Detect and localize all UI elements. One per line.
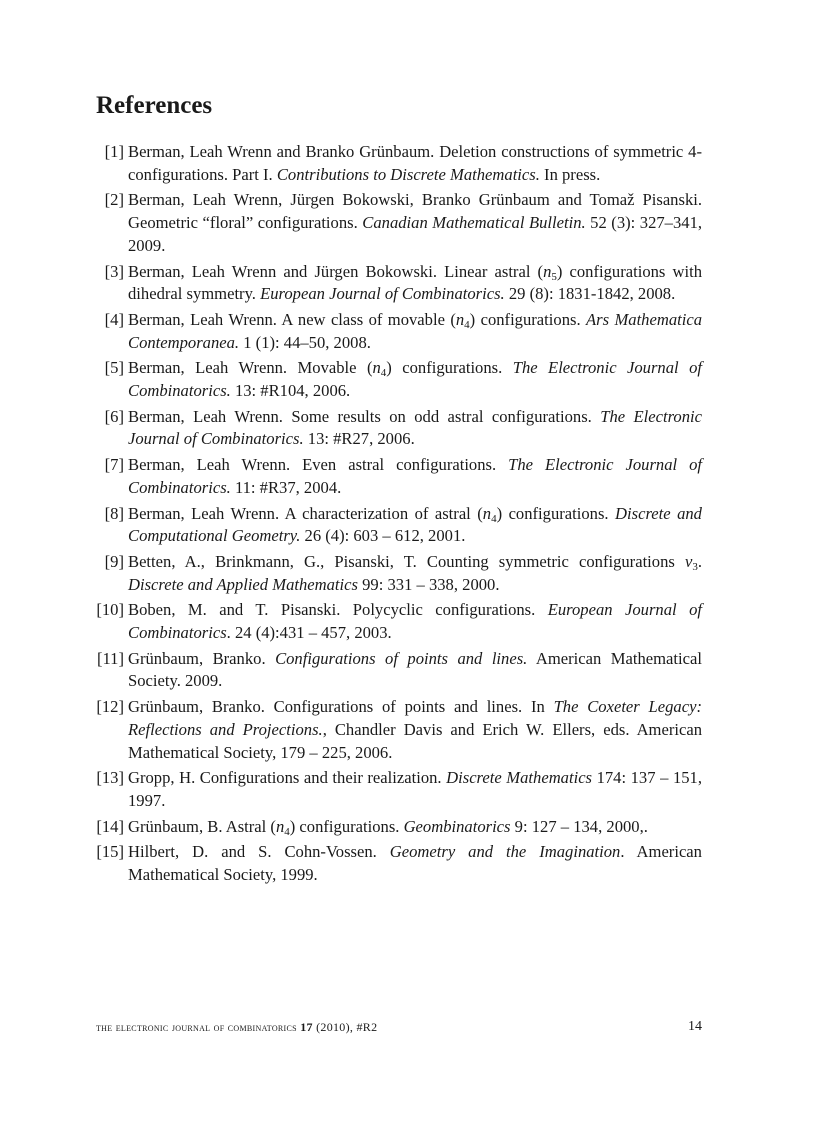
reference-number: [2] [104,190,124,210]
reference-text: 174: 137 – 151, 1997. [128,768,702,810]
reference-text: Berman, Leah Wrenn. Some results on odd astral configurations. [128,406,601,426]
reference-text: Grünbaum, Branko. Configurations of points and lines. In [128,697,554,717]
reference-italic-text: n [543,261,552,281]
reference-subscript: 4 [380,367,387,380]
reference-text: 1 (1): 44–50, 2008. [239,332,371,352]
reference-text: In press. [539,164,601,184]
reference-text: 11: #R37, 2004. [230,477,342,497]
reference-text: , Chandler Davis and Erich W. Ellers, eds. American Mathematical Society, 179 – 225, 2006. [128,719,702,762]
footer-volume: 17 [300,1020,313,1034]
reference-text: Berman, Leah Wrenn. A characterization of astral ( [128,503,483,523]
reference-item [96,141,702,186]
reference-italic-text: Discrete and Computational Geometry. [128,503,702,546]
reference-number: [1] [104,142,124,161]
reference-italic-text: n [482,503,492,523]
reference-text: ) configurations. [469,309,586,329]
reference-number: [5] [104,358,124,378]
reference-item [96,816,702,839]
page-footer [96,1020,702,1035]
reference-italic-text: Geombinatorics [403,816,511,836]
reference-item [96,189,702,257]
reference-item [96,503,702,548]
reference-text: Boben, M. and T. Pisanski. Polycyclic configurations. [128,600,548,620]
reference-subscript: 4 [464,318,470,331]
reference-italic-text: Geometry and the Imagination [389,842,621,862]
reference-text: 99: 331 – 338, 2000. [357,574,500,594]
reference-item [96,454,702,499]
reference-text: ) configurations. [386,358,513,378]
reference-italic-text: n [455,309,465,329]
reference-text: Berman, Leah Wrenn. Movable ( [128,358,373,378]
reference-number: [14] [96,816,124,836]
reference-italic-text: n [372,358,381,378]
reference-italic-text: v [684,551,693,571]
reference-number: [3] [104,261,124,281]
reference-text: 13: #R104, 2006. [230,381,351,401]
reference-text: 52 (3): 327–341, 2009. [128,213,703,255]
reference-text: Grünbaum, B. Astral ( [128,816,276,836]
reference-number: [13] [96,768,124,788]
reference-text: 9: 127 – 134, 2000,. [510,816,648,836]
reference-item [96,406,702,451]
reference-number: [7] [104,455,124,475]
reference-number: [12] [96,697,124,717]
reference-italic-text: Discrete Mathematics [446,768,593,788]
reference-item [96,648,702,693]
reference-item [96,696,702,764]
reference-text: ) configurations with dihedral symmetry. [128,261,702,304]
reference-italic-text: European Journal of Combinatorics [128,600,702,643]
reference-italic-text: Discrete and Applied Mathematics [128,574,358,594]
reference-item [96,551,702,596]
reference-text: Berman, Leah Wrenn, Jürgen Bokowski, Branko Grünbaum and Tomaž Pisanski. Geometric “floral” configurations. [128,190,702,233]
reference-italic-text: Canadian Mathematical Bulletin. [362,213,586,233]
reference-text: Berman, Leah Wrenn. A new class of movable ( [128,309,456,329]
footer-journal [96,1020,377,1034]
reference-italic-text: Ars Mathematica Contemporanea. [128,309,703,352]
reference-text: American Mathematical Society. 2009. [128,648,702,691]
reference-italic-text: n [275,816,285,836]
page-number: 14 [688,1019,702,1034]
reference-italic-text: The Electronic Journal of Combinatorics. [128,406,702,449]
reference-text: 13: #R27, 2006. [303,429,415,449]
reference-italic-text: European Journal of Combinatorics. [260,284,505,304]
reference-text: Berman, Leah Wrenn and Branko Grünbaum. Deletion constructions of symmetric 4-configurations. Part I. [128,142,702,184]
reference-subscript: 4 [491,512,497,525]
reference-item [96,841,702,886]
reference-text: ) configurations. [289,816,404,836]
reference-italic-text: The Coxeter Legacy: Reflections and Projections. [128,697,702,739]
reference-number: [8] [104,503,124,523]
footer-journal-suffix: (2010), #R2 [312,1020,378,1034]
reference-number: [11] [96,648,124,668]
footer-journal-prefix: the electronic journal of combinatorics [96,1020,301,1034]
reference-item [96,599,702,644]
reference-text: Berman, Leah Wrenn and Jürgen Bokowski. Linear astral ( [128,261,544,281]
reference-item [96,357,702,402]
reference-text: Betten, A., Brinkmann, G., Pisanski, T. Counting symmetric configurations [128,551,685,571]
reference-subscript: 5 [551,270,557,283]
reference-number: [9] [104,551,124,571]
reference-italic-text: Configurations of points and lines. [275,648,528,668]
reference-number: [15] [96,842,124,862]
section-title: References [96,92,213,119]
reference-text: Hilbert, D. and S. Cohn-Vossen. [128,842,390,862]
reference-text: Grünbaum, Branko. [128,648,276,668]
reference-text: . American Mathematical Society, 1999. [128,842,702,885]
reference-item [96,309,702,354]
reference-number: [10] [96,600,124,620]
reference-italic-text: The Electronic Journal of Combinatorics. [128,455,702,497]
reference-number: [6] [104,406,124,426]
reference-item [96,261,702,306]
reference-text: . [697,551,702,571]
reference-item [96,767,702,812]
reference-text: . 24 (4):431 – 457, 2003. [226,623,392,643]
reference-list [96,141,702,890]
reference-italic-text: Contributions to Discrete Mathematics. [276,164,540,184]
reference-number: [4] [104,309,124,329]
reference-text: 29 (8): 1831-1842, 2008. [504,284,676,304]
reference-text: 26 (4): 603 – 612, 2001. [300,526,466,546]
reference-text: ) configurations. [496,503,616,523]
reference-text: Gropp, H. Configurations and their realization. [128,768,447,788]
reference-text: Berman, Leah Wrenn. Even astral configurations. [128,455,509,475]
reference-italic-text: The Electronic Journal of Combinatorics. [128,358,702,401]
reference-subscript: 3 [692,560,698,573]
reference-subscript: 4 [284,825,290,838]
